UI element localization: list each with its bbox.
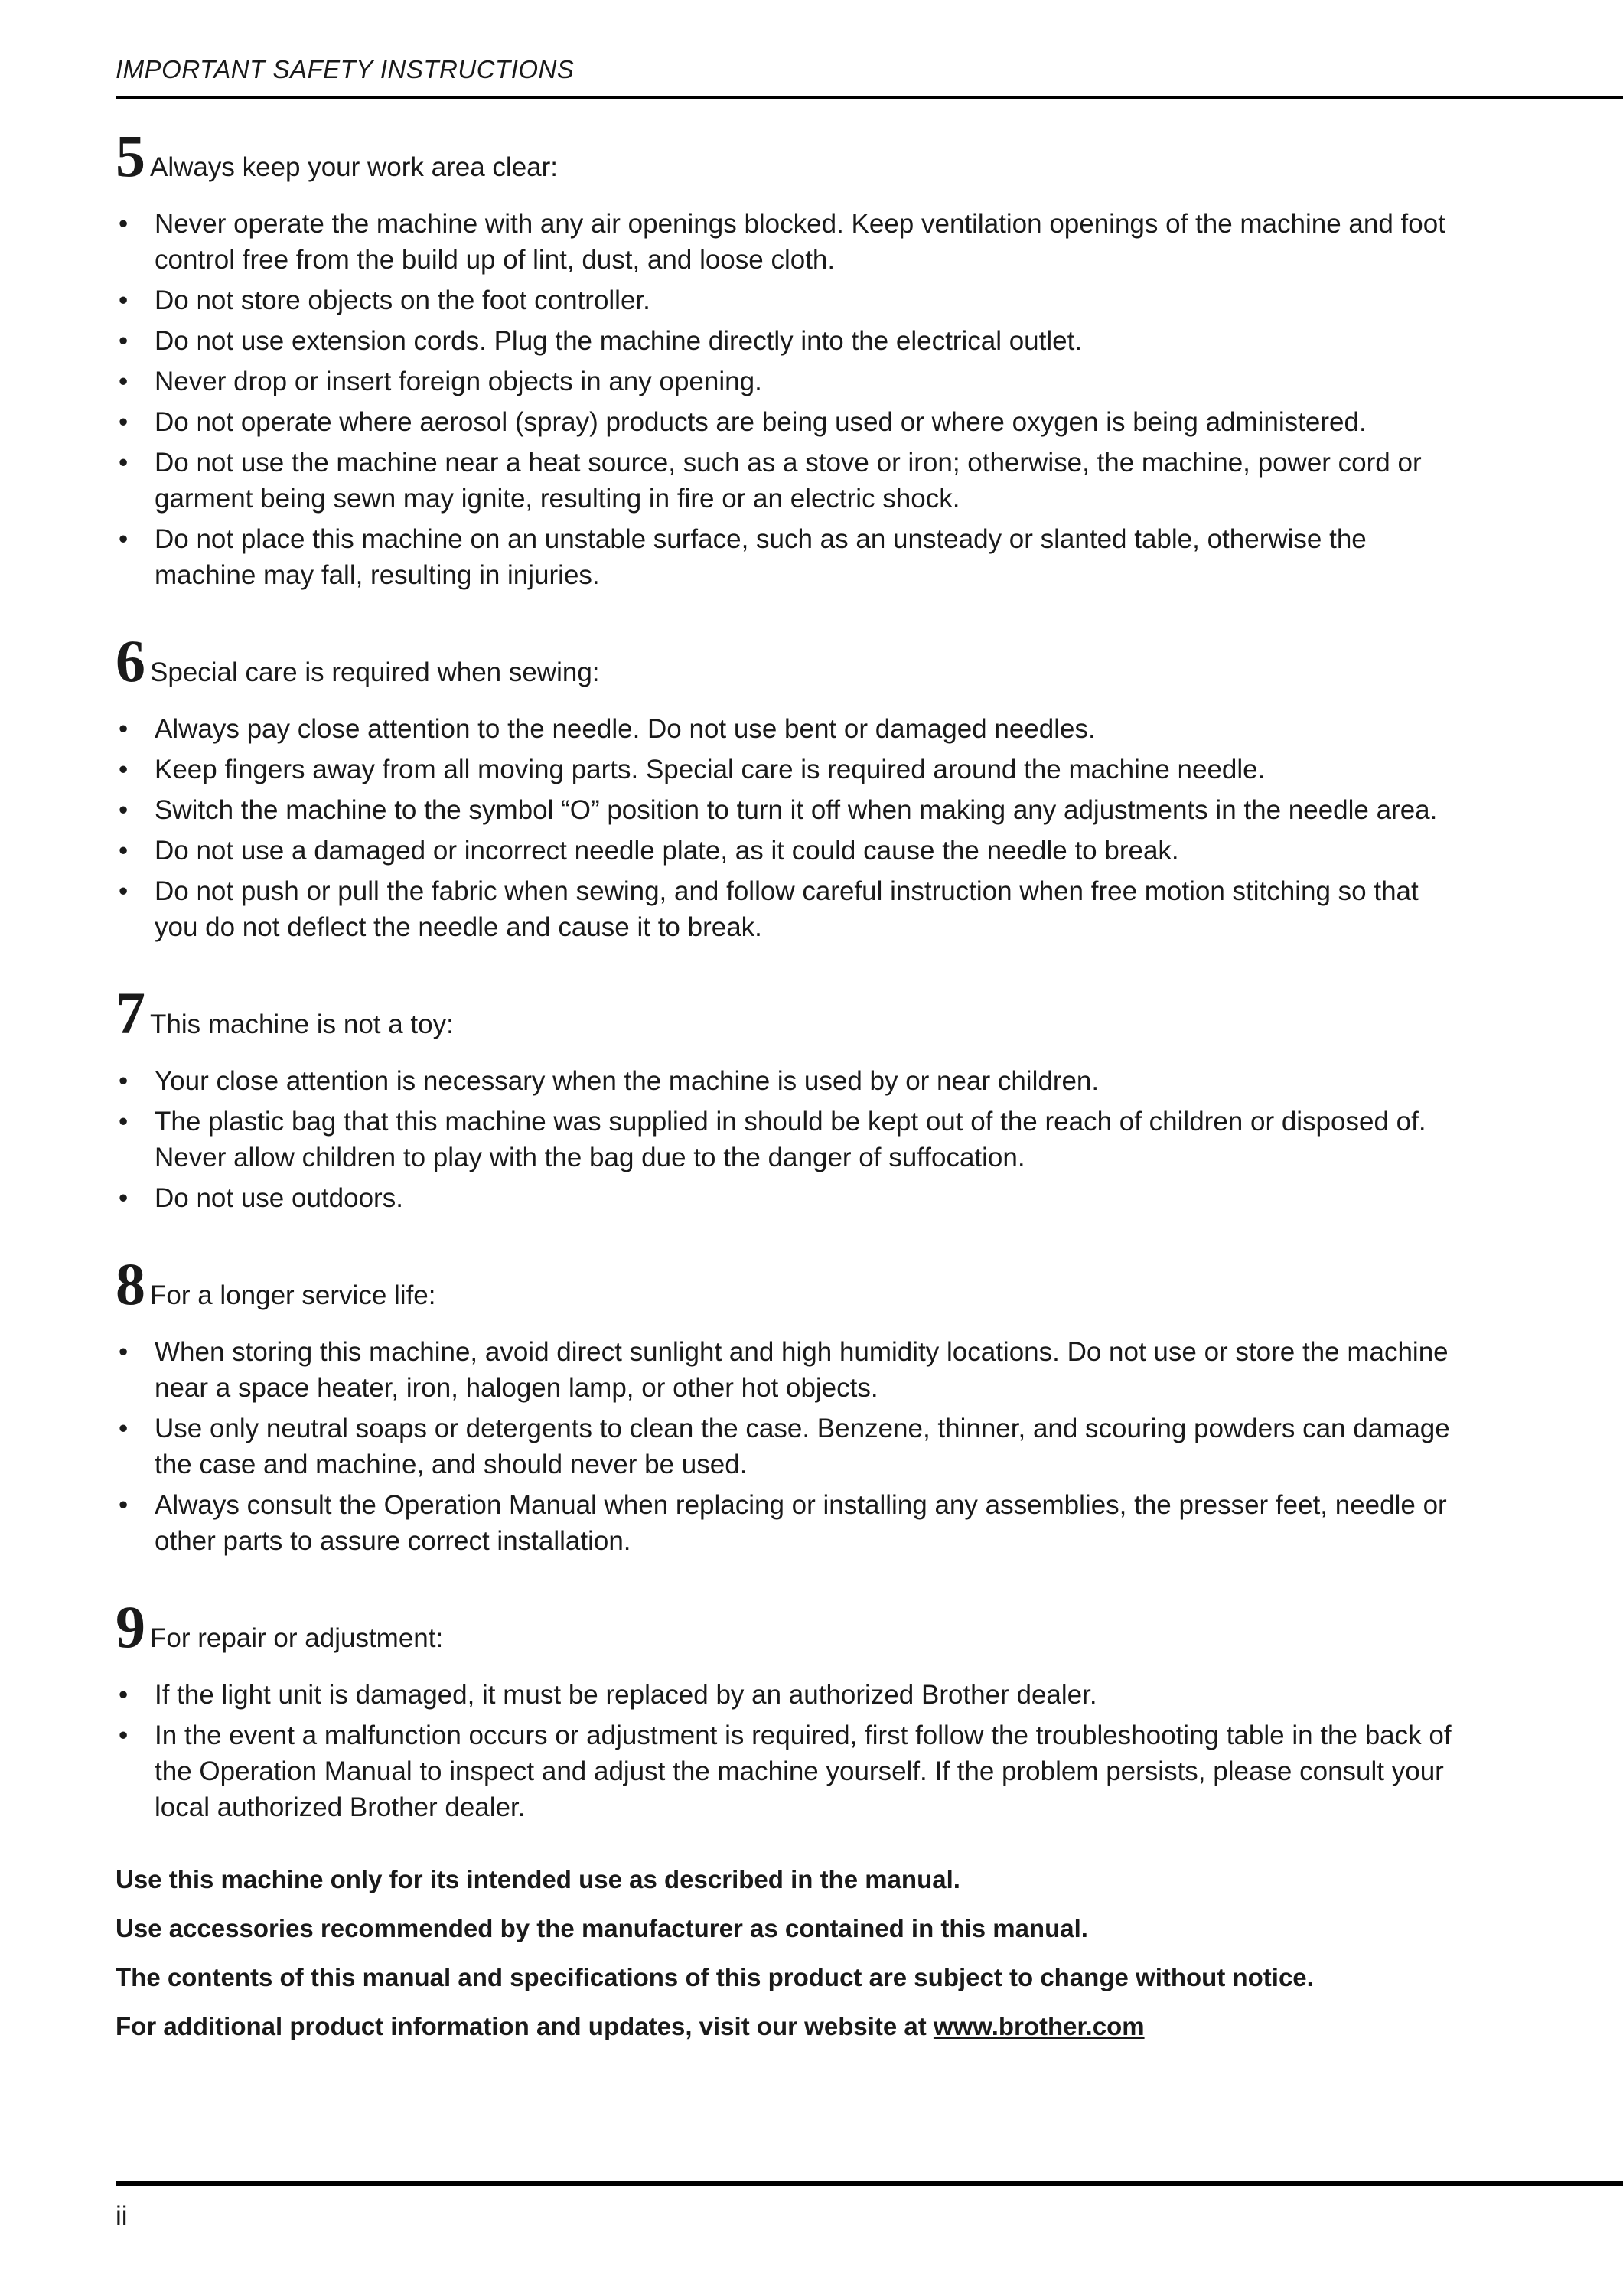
section-7 bbox=[116, 980, 1462, 1216]
section-number: 9 bbox=[116, 1593, 145, 1660]
list-item: • In the event a malfunction occurs or adjustment is required, first follow the troubleshooting table in the back of the Operation Manual to inspect and adjust the machine yourself. If the problem persists, please consult your local authorized Brother dealer. bbox=[116, 1717, 1462, 1825]
list-item: • Switch the machine to the symbol “O” position to turn it off when making any adjustments in the needle area. bbox=[116, 792, 1462, 828]
list-item: • Keep fingers away from all moving parts. Special care is required around the machine needle. bbox=[116, 752, 1462, 788]
header-divider bbox=[116, 96, 1623, 99]
note-website bbox=[116, 2011, 1462, 2043]
list-item: • Always consult the Operation Manual when replacing or installing any assemblies, the presser feet, needle or other parts to assure correct installation. bbox=[116, 1487, 1462, 1559]
section-heading bbox=[116, 122, 1462, 189]
note-accessories: Use accessories recommended by the manufacturer as contained in this manual. bbox=[116, 1914, 1088, 1942]
bullet-list bbox=[116, 711, 1462, 945]
list-item: • Do not operate where aerosol (spray) products are being used or where oxygen is being administered. bbox=[116, 404, 1462, 440]
section-heading bbox=[116, 1593, 1462, 1660]
section-number: 5 bbox=[116, 122, 145, 189]
list-item: • Always pay close attention to the needle. Do not use bent or damaged needles. bbox=[116, 711, 1462, 747]
section-title: For a longer service life: bbox=[150, 1280, 436, 1310]
note-change-notice: The contents of this manual and specifications of this product are subject to change without notice. bbox=[116, 1963, 1314, 1991]
list-item: • Do not use outdoors. bbox=[116, 1180, 1462, 1216]
section-5 bbox=[116, 122, 1462, 593]
section-heading bbox=[116, 628, 1462, 694]
list-item: • Do not place this machine on an unstable surface, such as an unsteady or slanted table, otherwise the machine may fall, resulting in injuries. bbox=[116, 521, 1462, 593]
list-item: • Do not store objects on the foot controller. bbox=[116, 282, 1462, 318]
list-item: • Never drop or insert foreign objects in any opening. bbox=[116, 364, 1462, 400]
list-item: • When storing this machine, avoid direct sunlight and high humidity locations. Do not use or store the machine near a space heater, iron, halogen lamp, or other hot objects. bbox=[116, 1334, 1462, 1406]
closing-notes bbox=[116, 1864, 1462, 2043]
page-header-title: IMPORTANT SAFETY INSTRUCTIONS bbox=[116, 55, 575, 83]
section-8 bbox=[116, 1251, 1462, 1559]
section-heading bbox=[116, 1251, 1462, 1317]
section-title: Always keep your work area clear: bbox=[150, 152, 558, 182]
note-website-text: For additional product information and updates, visit our website at bbox=[116, 2012, 934, 2040]
list-item: • The plastic bag that this machine was supplied in should be kept out of the reach of children or disposed of. Never allow children to play with the bag due to the danger of suffocation. bbox=[116, 1104, 1462, 1176]
page-number: ii bbox=[116, 2201, 128, 2231]
list-item: • Do not use the machine near a heat source, such as a stove or iron; otherwise, the machine, power cord or garment being sewn may ignite, resulting in fire or an electric shock. bbox=[116, 445, 1462, 517]
bullet-list bbox=[116, 1677, 1462, 1825]
section-title: Special care is required when sewing: bbox=[150, 657, 600, 687]
section-number: 8 bbox=[116, 1251, 145, 1317]
list-item: • Use only neutral soaps or detergents to clean the case. Benzene, thinner, and scouring powders can damage the case and machine, and should never be used. bbox=[116, 1411, 1462, 1482]
section-number: 6 bbox=[116, 628, 145, 694]
list-item: • Do not push or pull the fabric when sewing, and follow careful instruction when free motion stitching so that you do not deflect the needle and cause it to break. bbox=[116, 873, 1462, 945]
section-title: This machine is not a toy: bbox=[150, 1009, 454, 1039]
section-heading bbox=[116, 980, 1462, 1046]
bullet-list bbox=[116, 206, 1462, 593]
footer-divider bbox=[116, 2181, 1623, 2186]
section-6 bbox=[116, 628, 1462, 945]
page-content bbox=[116, 122, 1462, 2060]
bullet-list bbox=[116, 1334, 1462, 1559]
bullet-list bbox=[116, 1063, 1462, 1216]
list-item: • Never operate the machine with any air openings blocked. Keep ventilation openings of the machine and foot control free from the build up of lint, dust, and loose cloth. bbox=[116, 206, 1462, 278]
note-intended-use: Use this machine only for its intended use as described in the manual. bbox=[116, 1865, 960, 1893]
section-number: 7 bbox=[116, 980, 145, 1046]
section-title: For repair or adjustment: bbox=[150, 1623, 444, 1653]
list-item: • Do not use extension cords. Plug the machine directly into the electrical outlet. bbox=[116, 323, 1462, 359]
list-item: • Your close attention is necessary when the machine is used by or near children. bbox=[116, 1063, 1462, 1099]
website-link[interactable]: www.brother.com bbox=[933, 2012, 1145, 2040]
list-item: • If the light unit is damaged, it must be replaced by an authorized Brother dealer. bbox=[116, 1677, 1462, 1713]
list-item: • Do not use a damaged or incorrect needle plate, as it could cause the needle to break. bbox=[116, 833, 1462, 869]
section-9 bbox=[116, 1593, 1462, 1825]
